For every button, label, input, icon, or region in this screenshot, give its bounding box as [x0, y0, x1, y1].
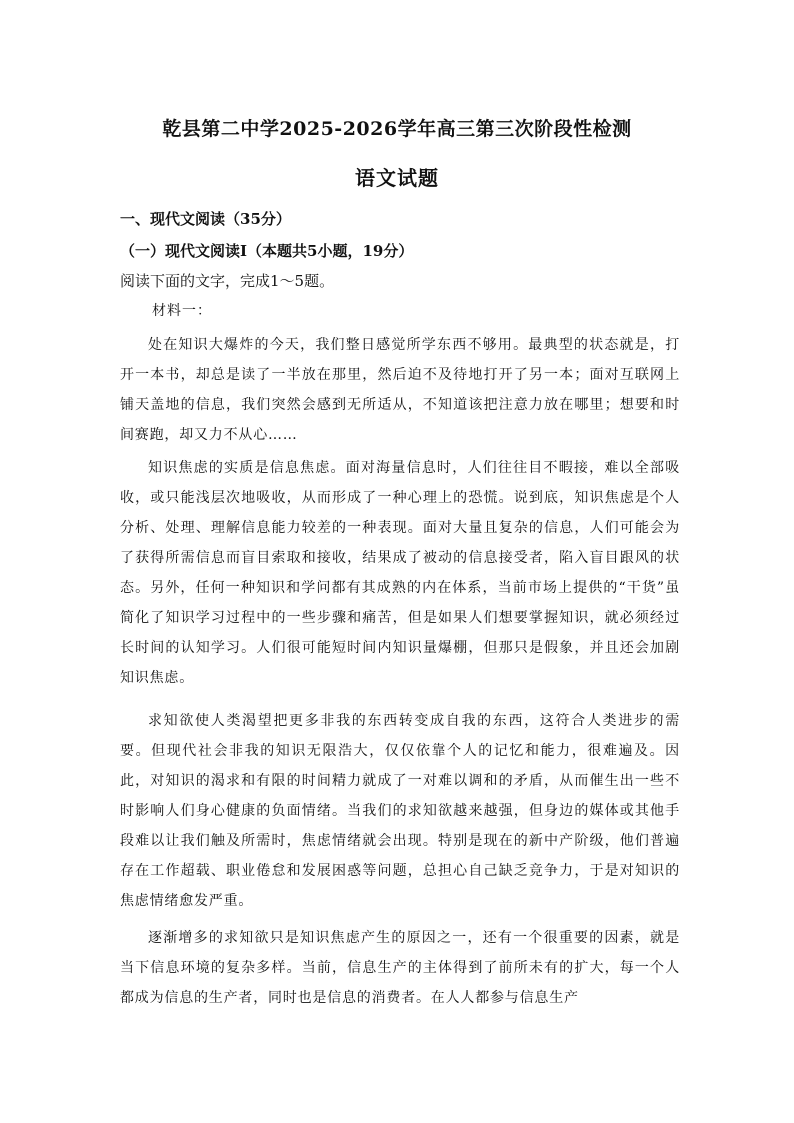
exam-title: 乾县第二中学2025-2026学年高三第三次阶段性检测 [162, 118, 632, 140]
paragraph-1: 处在知识大爆炸的今天，我们整日感觉所学东西不够用。最典型的状态就是，打开一本书，却总是读了一半放在那里，然后迫不及待地打开了另一本；面对互联网上铺天盖地的信息，我们突然会感到无所适从，不知道该把注意力放在哪里；想要和时间赛跑，却又力不从心…… [120, 337, 680, 443]
subsection-heading: （一）现代文阅读Ⅰ（本题共5小题，19分） [120, 242, 414, 260]
exam-subtitle: 语文试题 [355, 166, 439, 190]
paragraph-4: 逐渐增多的求知欲只是知识焦虑产生的原因之一，还有一个很重要的因素，就是当下信息环境的复杂多样。当前，信息生产的主体得到了前所未有的扩大，每一个人都成为信息的生产者，同时也是信息的消费者。在人人都参与信息生产 [120, 930, 680, 1006]
paragraph-2: 知识焦虑的实质是信息焦虑。面对海量信息时，人们往往目不暇接，难以全部吸收，或只能浅层次地吸收，从而形成了一种心理上的恐慌。说到底，知识焦虑是个人分析、处理、理解信息能力较差的一种表现。面对大量且复杂的信息，人们可能会为了获得所需信息而盲目索取和接收，结果成了被动的信息接受者，陷入盲目跟风的状态。另外，任何一种知识和学问都有其成熟的内在体系，当前市场上提供的“干货”虽简化了知识学习过程中的一些步骤和痛苦，但是如果人们想要掌握知识，就必须经过长时间的认知学习。人们很可能短时间内知识量爆棚，但那只是假象，并且还会加剧知识焦虑。 [120, 460, 680, 686]
material-label: 材料一： [152, 303, 212, 319]
section-heading: 一、现代文阅读（35分） [120, 210, 291, 228]
paragraph-3: 求知欲使人类渴望把更多非我的东西转变成自我的东西，这符合人类进步的需要。但现代社会非我的知识无限浩大，仅仅依靠个人的记忆和能力，很难遍及。因此，对知识的渴求和有限的时间精力就成了一对难以调和的矛盾，从而催生出一些不时影响人们身心健康的负面情绪。当我们的求知欲越来越强，但身边的媒体或其他手段难以让我们触及所需时，焦虑情绪就会出现。特别是现在的新中产阶级，他们普遍存在工作超载、职业倦怠和发展困惑等问题，总担心自己缺乏竞争力，于是对知识的焦虑情绪愈发严重。 [120, 713, 680, 909]
reading-instruction: 阅读下面的文字，完成1～5题。 [120, 272, 335, 290]
